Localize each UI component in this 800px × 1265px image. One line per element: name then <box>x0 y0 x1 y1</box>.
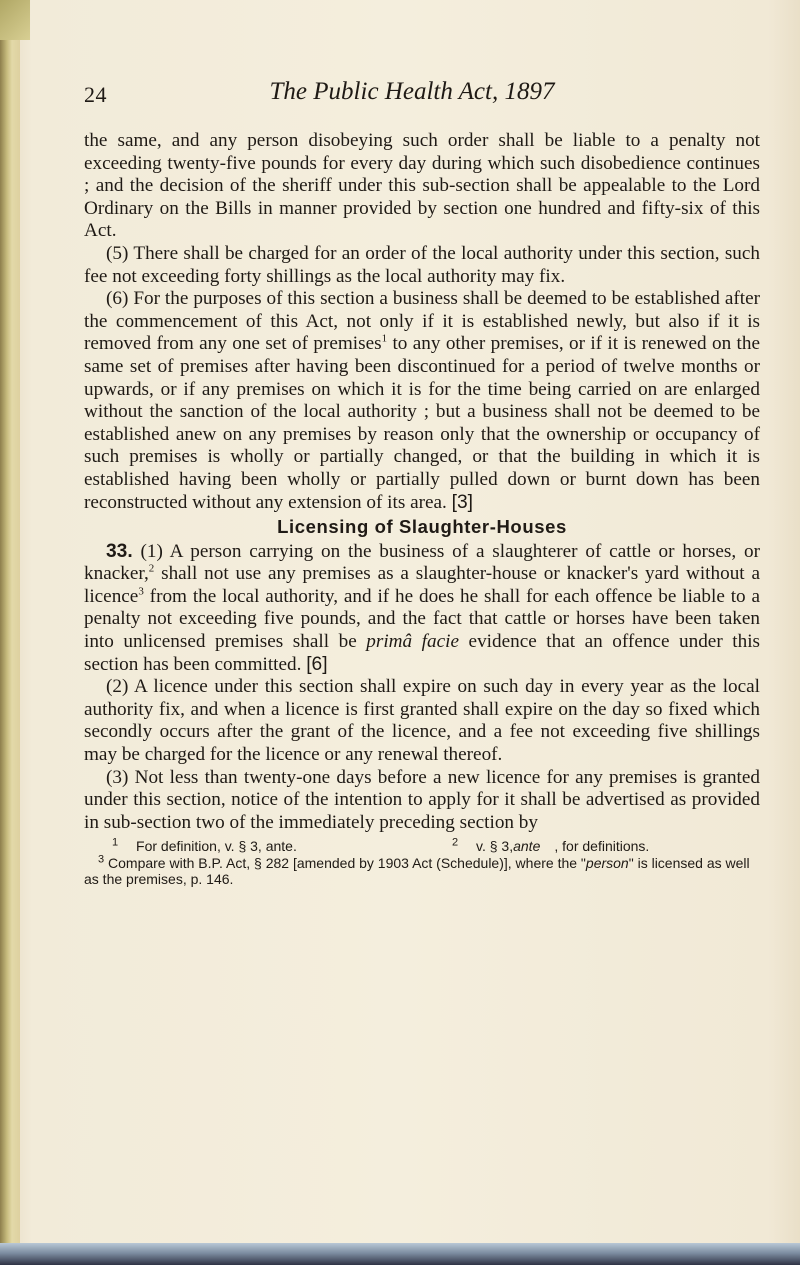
paragraph-text: (6) For the purposes of this section a business shall be deemed to be established after the commencement of this Act, not only if it is established newly, but also if it is removed from any one set of premises <box>84 288 760 355</box>
footnote-marker-2: 2 <box>148 562 155 575</box>
page-body <box>84 130 760 888</box>
page-number: 24 <box>84 82 107 107</box>
section-heading: Licensing of Slaughter-Houses <box>277 516 567 538</box>
page-header <box>84 76 740 112</box>
paragraph-text: evidence that an offence under this section has been committed. <box>84 631 760 675</box>
paragraph-text: (5) There shall be charged for an order of the local authority under this section, such fee not exceeding forty shillings as the local authority may fix. <box>84 242 760 287</box>
paragraph-text: (1) A person carrying on the business of a slaughterer of cattle or horses, or knacker, <box>84 540 760 585</box>
margin-reference: [3] <box>451 491 473 513</box>
paragraph-text: the same, and any person disobeying such order shall be liable to a penalty not exceeding twenty-five pounds for every day during which such disobedience continues ; and the decision of the sheriff under this sub-section shall be appealable to the Lord Ordinary on the Bills in manner provided by section one hundred and fifty-six of this Act. <box>84 130 760 242</box>
section-number: 33. <box>106 540 133 562</box>
paragraph-text: to any other premises, or if it is renewed on the same set of premises after having been discontinued for a period of twelve months or upwards, or if any premises on which it is for the time being carried on are enlarged without the sanction of the local authority ; but a business shall not be deemed to be established anew on any premises by reason only that the ownership or occupancy of such premises is wholly or partially changed, or that the building in which it is established having been wholly or partially pulled down or burnt down has been reconstructed without any extension of its area. <box>84 333 760 513</box>
footnote-marker-3: 3 <box>138 585 144 598</box>
footnote-number: 1 <box>112 836 119 849</box>
page-binding-edge <box>0 0 20 1265</box>
paragraph-text: (3) Not less than twenty-one days before a new licence for any premises is granted under this section, notice of the intention to apply for it shall be advertised as provided in sub-section two of the immediately preceding section by <box>84 766 760 833</box>
running-title: The Public Health Act, 1897 <box>269 78 555 105</box>
footnote-text: , for definitions. <box>554 838 650 855</box>
paragraph-subsection-6 <box>84 288 760 514</box>
footnote-text: Compare with B.P. Act, § 282 [amended by 1903 Act (Schedule)], where the " <box>108 854 586 871</box>
paragraph-continuation <box>84 130 760 243</box>
footnote-text: " is licensed as well as the premises, p. 146. <box>84 854 750 888</box>
paragraph-section-33 <box>84 541 760 677</box>
page-corner <box>0 0 30 40</box>
paragraph-text: shall not use any premises as a slaughter-house or knacker's yard without a licence <box>84 563 760 607</box>
footnote-text: For definition, v. § 3, ante. <box>136 838 297 855</box>
footnote-italic: ante <box>513 838 541 855</box>
paragraph-subsection-3 <box>84 767 760 835</box>
footnote-number: 2 <box>452 836 459 849</box>
footnote-1 <box>98 838 438 855</box>
paragraph-subsection-2 <box>84 676 760 766</box>
italic-term: primâ facie <box>366 631 459 653</box>
footnote-3 <box>84 855 760 888</box>
footnote-number: 3 <box>98 853 105 866</box>
footnote-marker-1: 1 <box>381 332 388 345</box>
footnote-italic: person <box>585 854 629 871</box>
paragraph-text: from the local authority, and if he does he shall for each offence be liable to a penalty not exceeding five pounds, and the fact that cattle or horses have been taken into unlicensed premises shall be <box>84 585 760 653</box>
paragraph-text: (2) A licence under this section shall expire on such day in every year as the local authority fix, and when a licence is first granted shall expire on the day so fixed which secondly occurs after the grant of the licence, and a fee not exceeding five shillings may be charged for the licence or any renewal thereof. <box>84 676 760 766</box>
margin-reference: [6] <box>306 653 328 675</box>
footnote-line <box>84 838 760 855</box>
footnote-2 <box>438 838 649 855</box>
page-bottom-edge <box>0 1243 800 1265</box>
footnote-text: v. § 3, <box>476 838 514 855</box>
footnotes <box>84 838 760 888</box>
paragraph-subsection-5 <box>84 243 760 288</box>
